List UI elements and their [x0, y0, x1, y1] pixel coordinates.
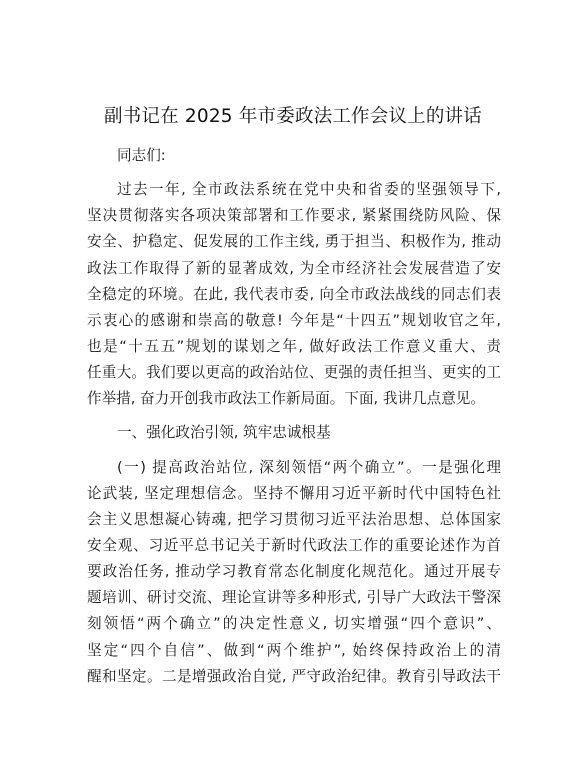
text-line: 刻领悟“两个确立”的决定性意义, 切实增强“四个意识”、	[87, 615, 501, 633]
text-line: 一、强化政治引领, 筑牢忠诚根基	[117, 424, 331, 442]
text-line: 坚决贯彻落实各项决策部署和工作要求, 紧紧围绕防风险、保	[87, 207, 501, 225]
text-line: 会主义思想凝心铸魂, 把学习贯彻习近平法治思想、总体国家	[87, 510, 501, 528]
text-line: 同志们:	[117, 147, 166, 164]
text-line: 也是“十五五”规划的谋划之年, 做好政法工作意义重大、责	[87, 337, 501, 355]
text-line: 要政治任务, 推动学习教育常态化制度化规范化。通过开展专	[87, 563, 501, 581]
text-line: 过去一年, 全市政法系统在党中央和省委的坚强领导下,	[117, 181, 501, 199]
document-title: 副书记在 2025 年市委政法工作会议上的讲话	[104, 106, 482, 127]
text-line: 示衷心的感谢和崇高的敬意! 今年是“十四五”规划收官之年,	[87, 311, 501, 329]
document-body	[87, 143, 501, 690]
text-line: 政法工作取得了新的显著成效, 为全市经济社会发展营造了安	[87, 259, 501, 277]
text-line: 论武装, 坚定理想信念。坚持不懈用习近平新时代中国特色社	[87, 484, 501, 502]
text-line: 全稳定的环境。在此, 我代表市委, 向全市政法战线的同志们表	[87, 285, 501, 303]
text-line: 安全、护稳定、促发展的工作主线, 勇于担当、积极作为, 推动	[87, 233, 501, 251]
text-line: 题培训、研讨交流、理论宣讲等多种形式, 引导广大政法干警深	[87, 589, 501, 607]
text-line: (一) 提高政治站位, 深刻领悟“两个确立”。一是强化理	[117, 458, 501, 476]
text-line: 安全观、习近平总书记关于新时代政法工作的重要论述作为首	[87, 536, 501, 554]
text-line: 作举措, 奋力开创我市政法工作新局面。下面, 我讲几点意见。	[87, 390, 485, 408]
text-line: 任重大。我们要以更高的政治站位、更强的责任担当、更实的工	[87, 364, 501, 382]
text-line: 坚定“四个自信”、做到“两个维护”, 始终保持政治上的清	[87, 641, 501, 659]
text-line: 醒和坚定。二是增强政治自觉, 严守政治纪律。教育引导政法干	[87, 667, 501, 685]
